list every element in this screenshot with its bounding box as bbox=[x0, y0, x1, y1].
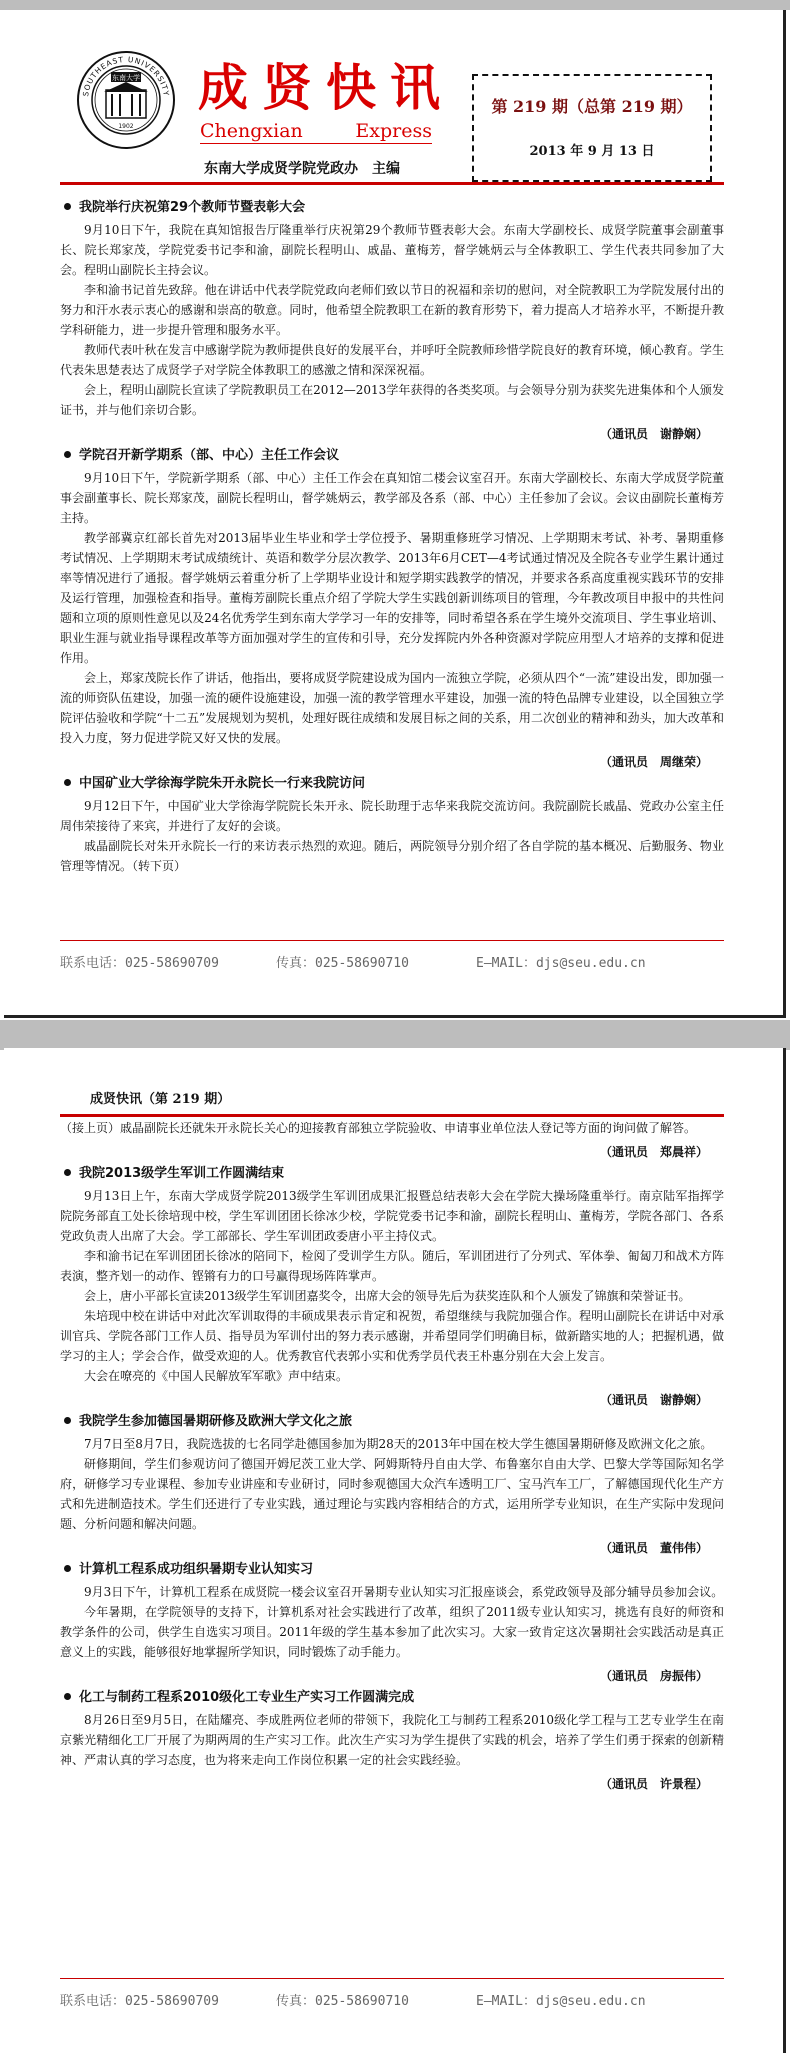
article-title: 中国矿业大学徐海学院朱开永院长一行来我院访问 bbox=[60, 774, 724, 794]
footer-fax: 传真：025-58690710 bbox=[276, 1994, 409, 2009]
issue-number: 第 219 期（总第 219 期） bbox=[491, 97, 693, 116]
bullet-icon bbox=[64, 779, 71, 786]
article-byline: （通讯员 房振伟） bbox=[599, 1669, 708, 1683]
article-byline: （通讯员 谢静娴） bbox=[599, 1393, 708, 1407]
article-paragraph: 7月7日至8月7日，我院选拔的七名同学赴德国参加为期28天的2013年中国在校大学生德国暑期研修及欧洲文化之旅。 bbox=[84, 1437, 713, 1451]
article-paragraph: 李和渝书记首先致辞。他在讲话中代表学院党政向老师们致以节日的祝福和亲切的慰问，对全院教职工为学院发展付出的努力和汗水表示衷心的感谢和崇高的敬意。同时，他希望全院教职工在新的教育形势下，着力提高人才培养水平，不断提升教学科研能力，进一步提升管理和服务水平。 bbox=[60, 283, 724, 337]
bullet-icon bbox=[64, 1565, 71, 1572]
article-title: 我院学生参加德国暑期研修及欧洲大学文化之旅 bbox=[60, 1412, 724, 1432]
newsletter-title-en bbox=[200, 120, 432, 142]
article-paragraph: 戚晶副院长对朱开永院长一行的来访表示热烈的欢迎。随后，两院领导分别介绍了各自学院的基本概况、后勤服务、物业管理等情况。（转下页） bbox=[60, 839, 724, 873]
article-paragraph: 9月3日下午，计算机工程系在成贤院一楼会议室召开暑期专业认知实习汇报座谈会，系党政领导及部分辅导员参加会议。 bbox=[84, 1585, 724, 1599]
article-paragraph: 8月26日至9月5日，在陆耀亮、李成胜两位老师的带领下，我院化工与制药工程系2010级化学工程与工艺专业学生在南京紫光精细化工厂开展了为期两周的生产实习工作。此次生产实习为学生提供了实践的机会，培养了学生们勇于探索的创新精神、严肃认真的学习态度，也为将来走向工作岗位积累一定的社会实践经验。 bbox=[60, 1713, 724, 1767]
article-paragraph: 9月12日下午，中国矿业大学徐海学院院长朱开永、院长助理于志华来我院交流访问。我院副院长戚晶、党政办公室主任周伟荣接待了来宾，并进行了友好的会谈。 bbox=[60, 799, 724, 833]
article-paragraph: 李和渝书记在军训团团长徐冰的陪同下，检阅了受训学生方队。随后，军训团进行了分列式、军体拳、匍匐刀和战术方阵表演，整齐划一的动作、铿锵有力的口号赢得现场阵阵掌声。 bbox=[60, 1249, 724, 1283]
bullet-icon bbox=[64, 203, 71, 210]
article-byline: （通讯员 许景程） bbox=[599, 1777, 708, 1791]
bullet-icon bbox=[64, 1169, 71, 1176]
footer-fax: 传真：025-58690710 bbox=[276, 956, 409, 971]
article-paragraph: 研修期间，学生们参观访问了德国开姆尼茨工业大学、阿姆斯特丹自由大学、布鲁塞尔自由大学、巴黎大学等国际知名学府，研修学习专业课程、参加专业讲座和专业研讨，同时参观德国大众汽车透明工厂、宝马汽车工厂，了解德国现代化生产方式和先进制造技术。学生们还进行了专业实践，通过理论与实践内容相结合的方式，运用所学专业知识，在生产实际中发现问题、分析问题和解决问题。 bbox=[60, 1457, 724, 1531]
article-paragraph: 9月10日下午，学院新学期系（部、中心）主任工作会在真知馆二楼会议室召开。东南大学副校长、东南大学成贤学院董事会副董事长、院长郑家茂，副院长程明山，督学姚炳云，教学部及各系（部、中心）主任参加了会议。会议由副院长董梅芳主持。 bbox=[60, 471, 724, 525]
article-paragraph: 朱培现中校在讲话中对此次军训取得的丰硕成果表示肯定和祝贺，希望继续与我院加强合作。程明山副院长在讲话中对承训官兵、学院各部门工作人员、指导员为军训付出的努力表示感谢，并希望同学们明确目标，做新踏实地的人；把握机遇，做学习的主人；学会合作，做受欢迎的人。优秀教官代表郭小实和优秀学员代表王朴惠分别在大会上发言。 bbox=[60, 1309, 724, 1363]
article bbox=[60, 774, 724, 876]
article-title: 学院召开新学期系（部、中心）主任工作会议 bbox=[60, 446, 724, 466]
header-divider bbox=[60, 182, 724, 185]
article-title: 计算机工程系成功组织暑期专业认知实习 bbox=[60, 1560, 724, 1580]
footer-divider bbox=[60, 940, 724, 941]
running-title: 成贤快讯（第 219 期） bbox=[90, 1092, 231, 1107]
title-en-word-2: Express bbox=[355, 120, 432, 142]
article bbox=[60, 446, 724, 772]
article bbox=[60, 1560, 724, 1686]
footer-phone: 联系电话：025-58690709 bbox=[60, 956, 219, 971]
article-paragraph: 会上，郑家茂院长作了讲话，他指出，要将成贤学院建设成为国内一流独立学院，必须从四个“一流”建设出发，即加强一流的师资队伍建设，加强一流的硬件设施建设，加强一流的教学管理水平建设，加强一流的特色品牌专业建设，以全国独立学院评估验收和学院“十二五”发展规划为契机，处理好既往成绩和发展目标之间的关系，用二次创业的精神和劲头，加大改革和投入力度，努力促进学院又好又快的发展。 bbox=[60, 671, 724, 745]
page-1 bbox=[4, 10, 786, 1018]
page-gap-top bbox=[0, 0, 790, 10]
article-paragraph: 今年暑期，在学院领导的支持下，计算机系对社会实践进行了改革，组织了2011级专业认知实习，挑选有良好的师资和教学条件的公司，供学生自选实习项目。2011年级的学生基本参加了此次实习。大家一致肯定这次暑期社会实践活动是真正意义上的实践，能够很好地掌握所学知识，同时锻炼了动手能力。 bbox=[60, 1605, 724, 1659]
article-byline: （通讯员 谢静娴） bbox=[599, 427, 708, 441]
footer-divider bbox=[60, 1978, 724, 1979]
article-paragraph: 大会在嘹亮的《中国人民解放军军歌》声中结束。 bbox=[84, 1369, 349, 1383]
university-seal-icon bbox=[76, 50, 176, 150]
article-list bbox=[60, 198, 724, 876]
svg-text:1902: 1902 bbox=[118, 123, 134, 130]
footer-email: E—MAIL：djs@seu.edu.cn bbox=[476, 956, 646, 971]
continued-paragraph: （接上页）戚晶副院长还就朱开永院长关心的迎接教育部独立学院验收、申请事业单位法人登记等方面的询问做了解答。 bbox=[60, 1121, 697, 1135]
article-paragraph: 教学部冀京红部长首先对2013届毕业生毕业和学士学位授予、暑期重修班学习情况、上学期期末考试、补考、暑期重修考试情况、上学期期末考试成绩统计、英语和数学分层次教学、2013年6月CET—4考试通过情况及全院各专业学生累计通过率等情况进行了通报。督学姚炳云着重分析了上学期毕业设计和短学期实践教学的情况，并要求各系高度重视实践环节的安排及运行管理，加强检查和指导。董梅芳副院长重点介绍了学院大学生实践创新训练项目的管理，今年教改项目申报中的共性问题和立项的原则性意见以及24名优秀学生到东南大学学习一年的安排等，同时希望各系在学生境外交流项目、学生事业培训、职业生涯与就业指导课程改革等方面加强对学生的宣传和引导，充分发挥院内外各种资源对学院应用型人才培养的支撑和促进作用。 bbox=[60, 531, 724, 665]
article-paragraph: 9月13日上午，东南大学成贤学院2013级学生军训团成果汇报暨总结表彰大会在学院大操场隆重举行。南京陆军指挥学院院务部直工处长徐培现中校，学生军训团团长徐冰少校，学院党委书记李和渝，副院长程明山、董梅芳，学院各部门、各系党政负责人出席了大会。学工部部长、学生军训团政委唐小平主持仪式。 bbox=[60, 1189, 724, 1243]
page-gap bbox=[0, 1020, 790, 1050]
article-byline: （通讯员 郑晨祥） bbox=[599, 1145, 708, 1159]
footer-email: E—MAIL：djs@seu.edu.cn bbox=[476, 1994, 646, 2009]
article-title: 我院举行庆祝第29个教师节暨表彰大会 bbox=[60, 198, 724, 218]
article-list bbox=[60, 1118, 724, 1796]
svg-text:东南大学: 东南大学 bbox=[112, 74, 140, 82]
issue-date: 2013 年 9 月 13 日 bbox=[529, 144, 655, 159]
article-paragraph: 教师代表叶秋在发言中感谢学院为教师提供良好的发展平台，并呼吁全院教师珍惜学院良好的教育环境，倾心教育。学生代表朱思楚表达了成贤学子对学院全体教职工的感激之情和深深祝福。 bbox=[60, 343, 724, 377]
seal-text: SOUTHEAST UNIVERSITY bbox=[81, 54, 171, 98]
article-paragraph: 会上，唐小平部长宣读2013级学生军训团嘉奖令，出席大会的领导先后为获奖连队和个人颁发了锦旗和荣誉证书。 bbox=[84, 1289, 691, 1303]
bullet-icon bbox=[64, 451, 71, 458]
issue-box bbox=[472, 74, 712, 182]
article bbox=[60, 198, 724, 444]
article-title: 我院2013级学生军训工作圆满结束 bbox=[60, 1164, 724, 1184]
article-paragraph: 会上，程明山副院长宣读了学院教职员工在2012—2013学年获得的各类奖项。与会领导分别为获奖先进集体和个人颁发证书，并与他们亲切合影。 bbox=[60, 383, 724, 417]
footer bbox=[60, 952, 724, 976]
article-title: 化工与制药工程系2010级化工专业生产实习工作圆满完成 bbox=[60, 1688, 724, 1708]
footer-phone: 联系电话：025-58690709 bbox=[60, 1994, 219, 2009]
article bbox=[60, 1164, 724, 1410]
publisher: 东南大学成贤学院党政办 主编 bbox=[204, 161, 400, 177]
article-paragraph: 9月10日下午，我院在真知馆报告厅隆重举行庆祝第29个教师节暨表彰大会。东南大学副校长、成贤学院董事会副董事长、院长郑家茂，学院党委书记李和渝，副院长程明山、戚晶、董梅芳，督学姚炳云与全体教职工、学生代表共同参加了大会。程明山副院长主持会议。 bbox=[60, 223, 724, 277]
bullet-icon bbox=[64, 1417, 71, 1424]
header-divider bbox=[60, 1114, 724, 1117]
newsletter-title: 成贤快讯 bbox=[198, 58, 454, 117]
article bbox=[60, 1412, 724, 1558]
title-en-word-1: Chengxian bbox=[200, 120, 303, 142]
title-en-underline bbox=[200, 143, 432, 144]
footer bbox=[60, 1990, 724, 2014]
page-2 bbox=[4, 1048, 786, 2053]
article bbox=[60, 1688, 724, 1794]
bullet-icon bbox=[64, 1693, 71, 1700]
article-byline: （通讯员 董伟伟） bbox=[599, 1541, 708, 1555]
article-byline: （通讯员 周继荣） bbox=[599, 755, 708, 769]
